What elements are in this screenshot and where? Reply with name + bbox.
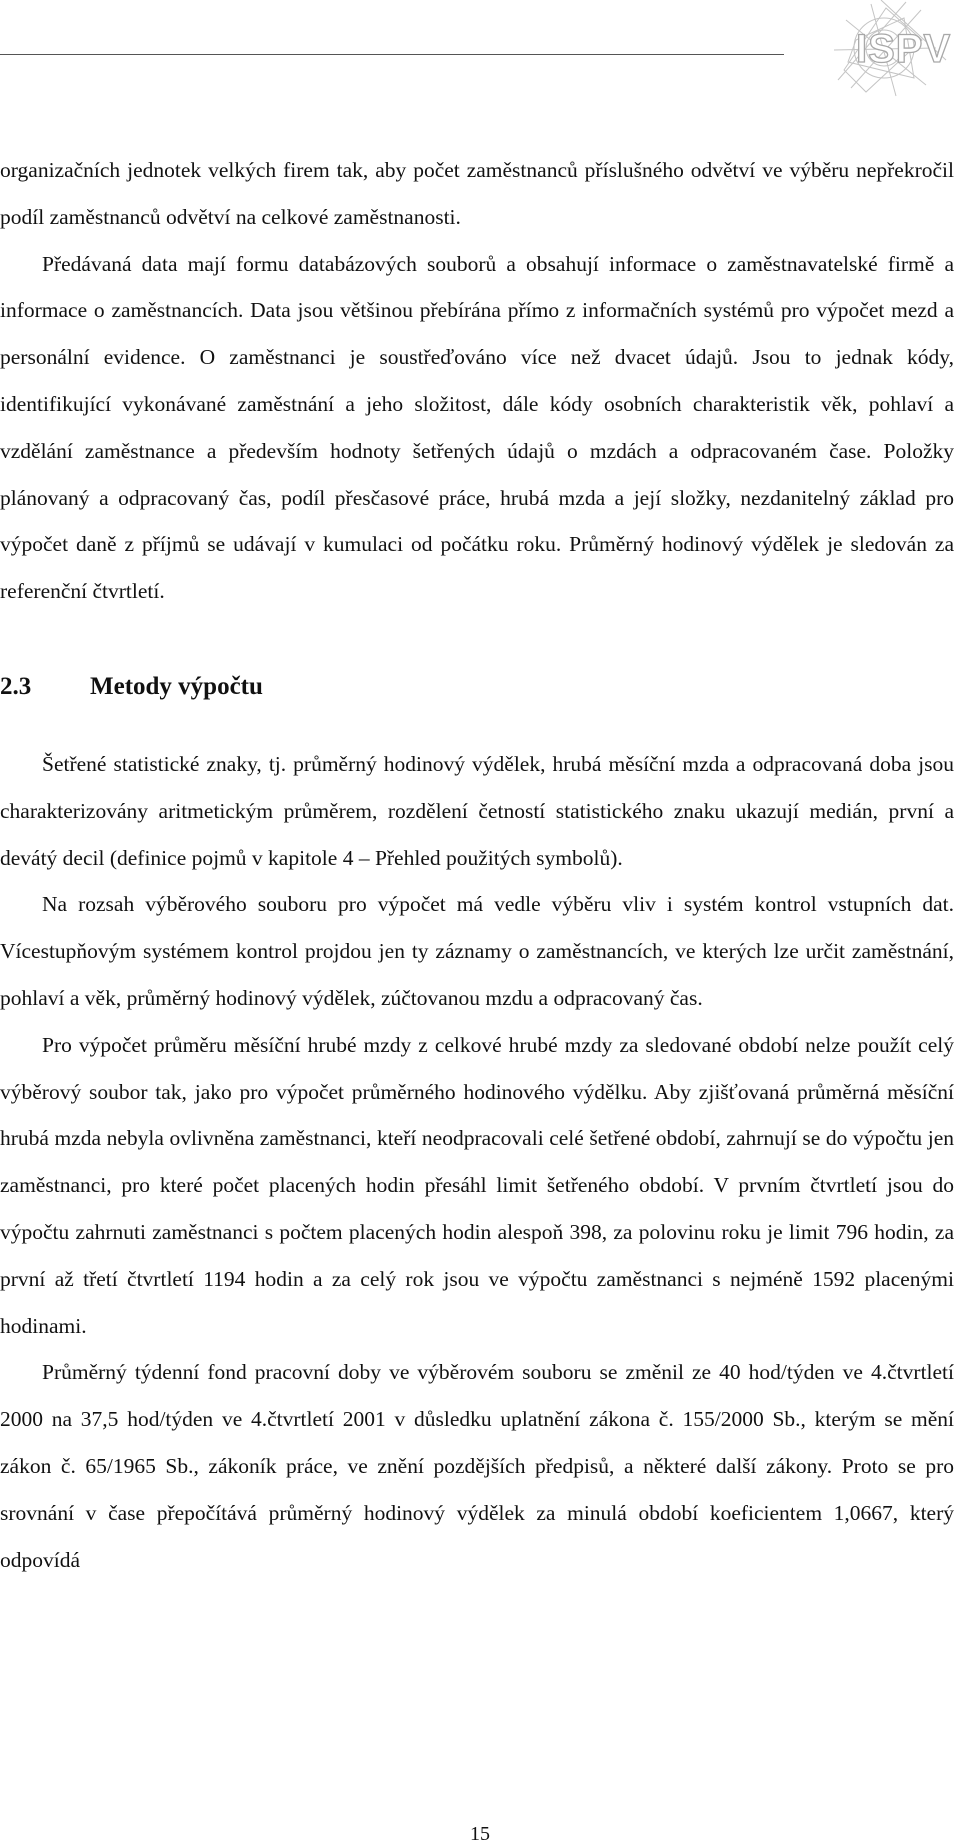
section-title: Metody výpočtu xyxy=(90,672,263,700)
header-rule xyxy=(0,54,784,55)
paragraph: Předávaná data mají formu databázových souborů a obsahují informace o zaměstnavatelské firmě a informace o zaměstnancích. Data jsou většinou přebírána přímo z informačních systémů pro výpočet mezd a personální evidence. O zaměstnanci je soustřeďováno více než dvacet údajů. Jsou to jednak kódy, identifikující vykonávané zaměstnání a jeho složitost, dále kódy osobních charakteristik věk, pohlaví a vzdělání zaměstnance a především hodnoty šetřených údajů o mzdách a odpracovaném čase. Položky plánovaný a odpracovaný čas, podíl přesčasové práce, hrubá mzda a její složky, nezdanitelný základ pro výpočet daně z příjmů se udávají v kumulaci od počátku roku. Průměrný hodinový výdělek je sledován za referenční čtvrtletí. xyxy=(0,251,954,604)
ispv-logo xyxy=(826,0,960,100)
page-number: 15 xyxy=(470,1823,490,1845)
paragraph: Šetřené statistické znaky, tj. průměrný hodinový výdělek, hrubá měsíční mzda a odpracovaná doba jsou charakterizovány aritmetickým průměrem, rozdělení četností statistického znaku ukazují medián, první a devátý decil (definice pojmů v kapitole 4 – Přehled použitých symbolů). xyxy=(0,751,954,870)
paragraph: Pro výpočet průměru měsíční hrubé mzdy z celkové hrubé mzdy za sledované období nelze použít celý výběrový soubor tak, jako pro výpočet průměrného hodinového výdělku. Aby zjišťovaná průměrná měsíční hrubá mzda nebyla ovlivněna zaměstnanci, kteří neodpracovali celé šetřené období, zahrnují se do výpočtu jen zaměstnanci, pro které počet placených hodin přesáhl limit šetřeného období. V prvním čtvrtletí jsou do výpočtu zahrnuti zaměstnanci s počtem placených hodin alespoň 398, za polovinu roku je limit 796 hodin, za první až třetí čtvrtletí 1194 hodin a za celý rok jsou ve výpočtu zaměstnanci s nejméně 1592 placenými hodinami. xyxy=(0,1032,954,1338)
logo-text: ISPV xyxy=(856,27,952,71)
section-heading xyxy=(0,667,954,707)
paragraph: Průměrný týdenní fond pracovní doby ve výběrovém souboru se změnil ze 40 hod/týden ve 4.čtvrtletí 2000 na 37,5 hod/týden ve 4.čtvrtletí 2001 v důsledku uplatnění zákona č. 155/2000 Sb., kterým se mění zákon č. 65/1965 Sb., zákoník práce, ve znění pozdějších předpisů, a některé další zákony. Proto se pro srovnání v čase přepočítává průměrný hodinový výdělek za minulá období koeficientem 1,0667, který odpovídá xyxy=(0,1360,954,1572)
paragraph: Na rozsah výběrového souboru pro výpočet má vedle výběru vliv i systém kontrol vstupních dat. Vícestupňovým systémem kontrol projdou jen ty záznamy o zaměstnancích, ve kterých lze určit zaměstnání, pohlaví a věk, průměrný hodinový výdělek, zúčtovanou mzdu a odpracovaný čas. xyxy=(0,892,954,1010)
document-body xyxy=(0,147,954,1583)
section-number: 2.3 xyxy=(0,672,32,700)
paragraph: organizačních jednotek velkých firem tak, aby počet zaměstnanců příslušného odvětví ve výběru nepřekročil podíl zaměstnanců odvětví na celkové zaměstnanosti. xyxy=(0,158,954,229)
